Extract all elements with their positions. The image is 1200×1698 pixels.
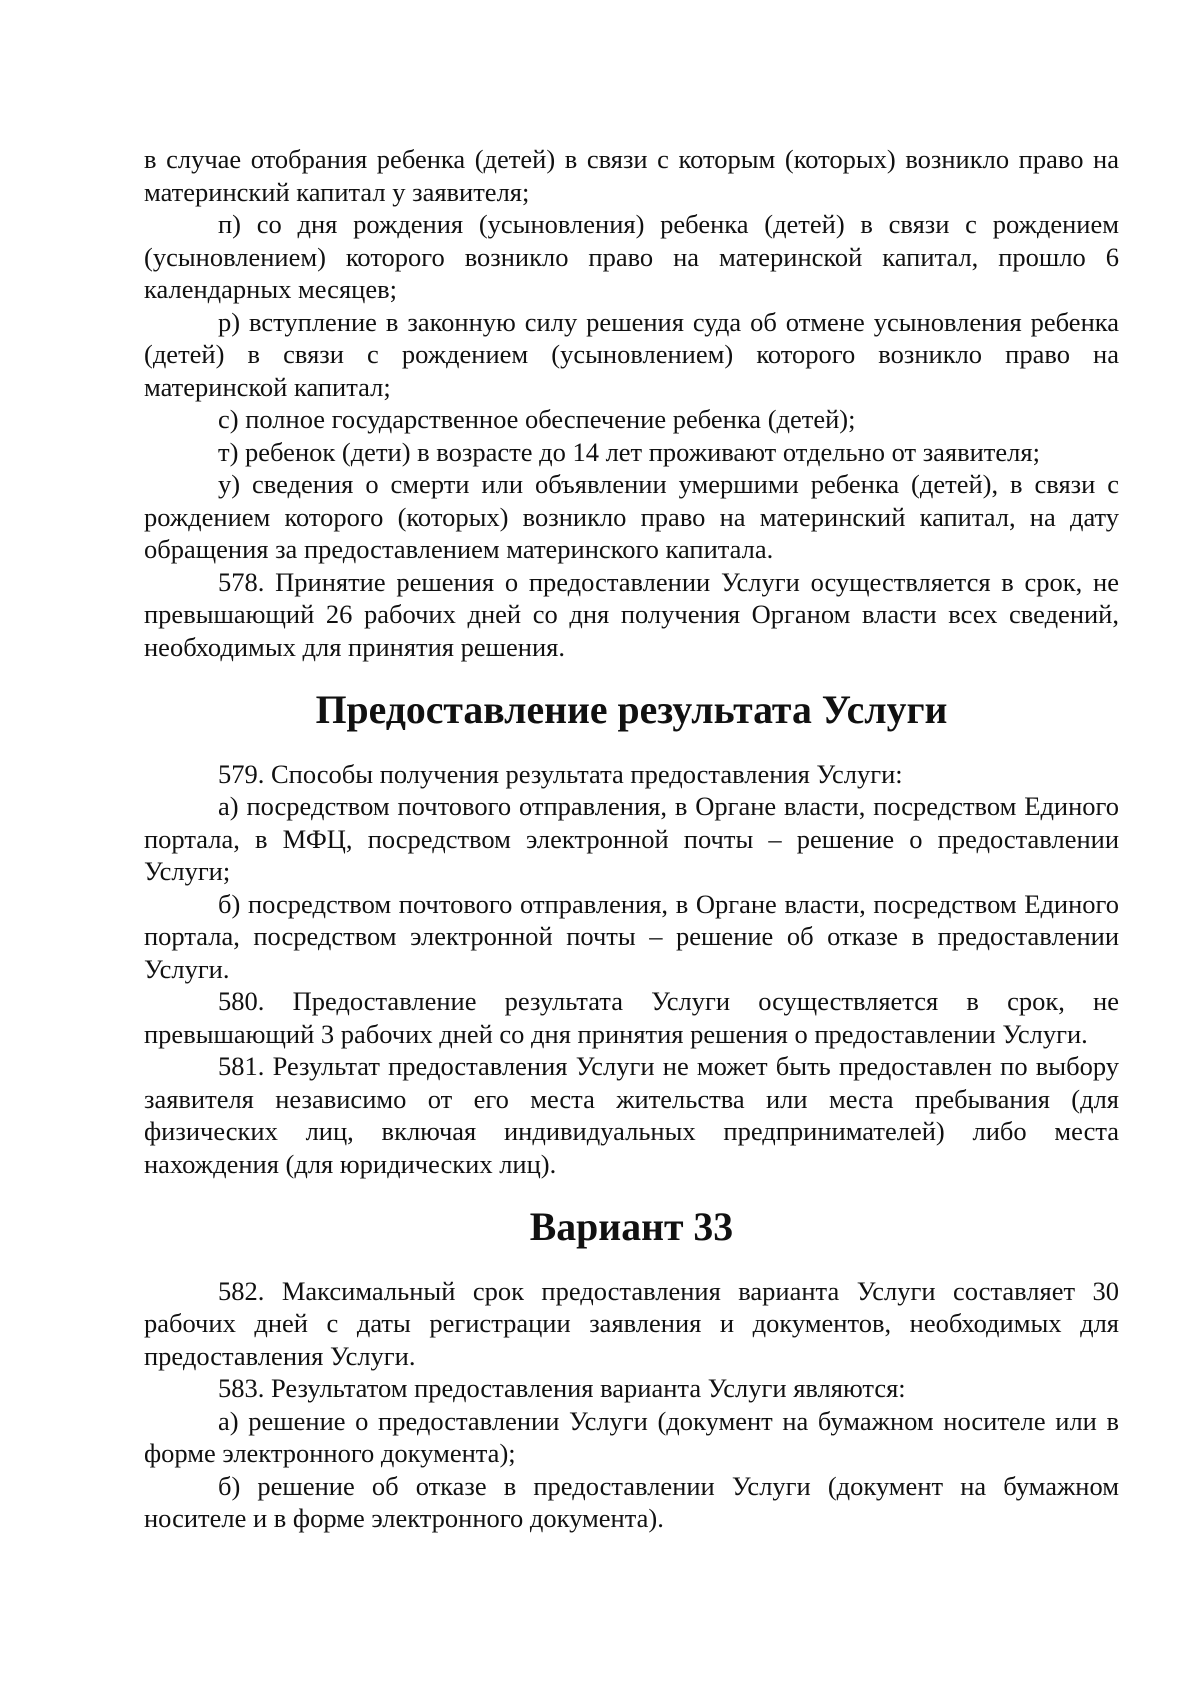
section-heading-variant-33: Вариант 33 (529, 1205, 734, 1249)
paragraph-item-r: р) вступление в законную силу решения суда об отмене усыновления ребенка (детей) в связи с рождением (усыновлением) которого возникло право на материнской капитал; (144, 306, 1119, 402)
paragraph-579: 579. Способы получения результата предоставления Услуги: (218, 758, 903, 789)
paragraph-item-u: у) сведения о смерти или объявлении умершими ребенка (детей), в связи с рождением которого (которых) возникло право на материнский капитал, на дату обращения за предоставлением материнского капитала. (144, 469, 1119, 564)
paragraph-583-b: б) решение об отказе в предоставлении Услуги (документ на бумажном носителе и в форме электронного документа). (144, 1470, 1119, 1533)
paragraph-579-a: а) посредством почтового отправления, в Органе власти, посредством Единого портала, в МФЦ, посредством электронной почты – решение о предоставлении Услуги; (144, 791, 1119, 886)
paragraph-580: 580. Предоставление результата Услуги осуществляется в срок, не превышающий 3 рабочих дней со дня принятия решения о предоставлении Услуги. (144, 986, 1119, 1049)
paragraph-custody-removal: в случае отобрания ребенка (детей) в связи с которым (которых) возникло право на материнский капитал у заявителя; (144, 144, 1119, 207)
paragraph-item-t: т) ребенок (дети) в возрасте до 14 лет проживают отдельно от заявителя; (218, 436, 1040, 467)
paragraph-item-p: п) со дня рождения (усыновления) ребенка (детей) в связи с рождением (усыновлением) которого возникло право на материнской капитал, прошло 6 календарных месяцев; (144, 209, 1119, 304)
paragraph-581: 581. Результат предоставления Услуги не может быть предоставлен по выбору заявителя независимо от его места жительства или места пребывания (для физических лиц, включая индивидуальных предпринимателей) либо места нахождения (для юридических лиц). (144, 1051, 1119, 1179)
paragraph-583: 583. Результатом предоставления варианта Услуги являются: (218, 1373, 906, 1403)
paragraph-582: 582. Максимальный срок предоставления варианта Услуги составляет 30 рабочих дней с даты регистрации заявления и документов, необходимых для предоставления Услуги. (144, 1275, 1119, 1371)
section-heading-result: Предоставление результата Услуги (315, 688, 948, 732)
paragraph-578: 578. Принятие решения о предоставлении Услуги осуществляется в срок, не превышающий 26 рабочих дней со дня получения Органом власти всех сведений, необходимых для принятия решения. (144, 566, 1119, 662)
document-body (144, 143, 1119, 1535)
paragraph-item-s: с) полное государственное обеспечение ребенка (детей); (218, 404, 856, 434)
paragraph-583-a: а) решение о предоставлении Услуги (документ на бумажном носителе или в форме электронного документа); (144, 1405, 1119, 1468)
paragraph-579-b: б) посредством почтового отправления, в Органе власти, посредством Единого портала, посредством электронной почты – решение об отказе в предоставлении Услуги. (144, 888, 1119, 984)
